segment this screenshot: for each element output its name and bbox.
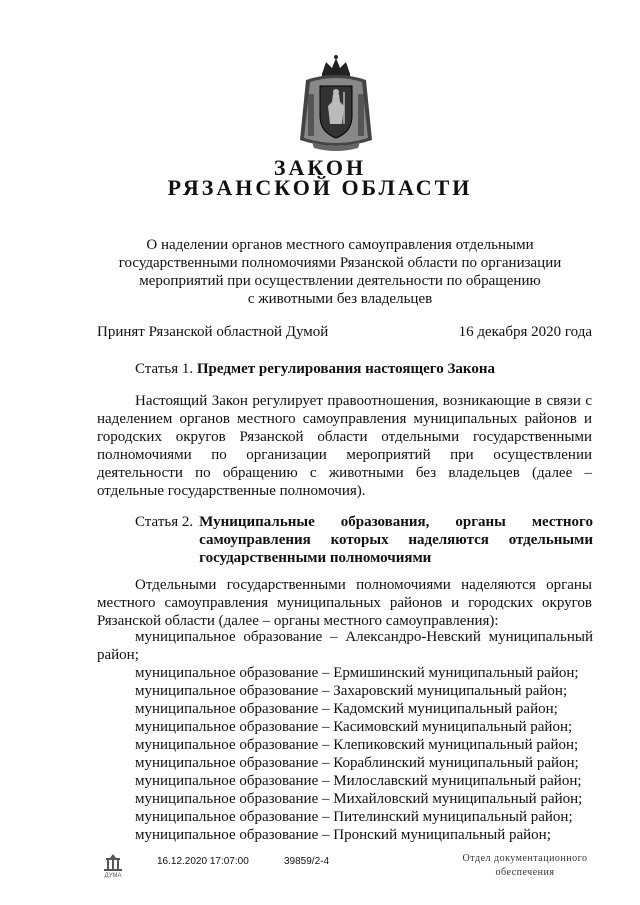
subject-line: О наделении органов местного самоуправления отдельными (146, 237, 534, 253)
list-item: муниципальное образование – Александро-Невский муниципальный (135, 629, 593, 645)
article2-number: Статья 2. (135, 514, 194, 530)
subject-line: мероприятий при осуществлении деятельности по обращению (139, 273, 541, 289)
list-item: муниципальное образование – Пронский муниципальный район; (135, 827, 551, 843)
list-item: муниципальное образование – Ермишинский муниципальный район; (135, 665, 579, 681)
article1-text: Настоящий Закон регулирует правоотношения, возникающие в связи с наделением органов местного самоуправления муниципальных районов и городских округов Рязанской области отдельными государственными полномочиями по организации мероприятий при осуществлении деятельности по обращению с животными без владельцев (далее – отдельные государственные полномочия). (97, 393, 592, 499)
law-title-line1: ЗАКОН (273, 155, 367, 180)
list-item: муниципальное образование – Кораблинский муниципальный район; (135, 755, 579, 771)
list-item: муниципальное образование – Кадомский муниципальный район; (135, 701, 558, 717)
subject-line: с животными без владельцев (247, 291, 433, 307)
article2-text: Отдельными государственными полномочиями наделяются органы местного самоуправления муниципальных районов и городских округов Рязанской области (далее – органы местного самоуправления): (97, 577, 592, 629)
list-item-continuation: район; (97, 647, 139, 663)
list-item: муниципальное образование – Милославский муниципальный район; (135, 773, 582, 789)
list-item: муниципальное образование – Михайловский муниципальный район; (135, 791, 583, 807)
article2-title: Муниципальные образования, органы местного самоуправления которых наделяются отдельными государственными полномочиями (199, 514, 593, 566)
subject-line: государственными полномочиями Рязанской области по организации (118, 255, 562, 271)
law-title-line2: РЯЗАНСКОЙ ОБЛАСТИ (167, 175, 473, 200)
article1-heading (135, 360, 495, 378)
footer-doc-code: 39859/2-4 (284, 856, 330, 867)
list-item: муниципальное образование – Клепиковский муниципальный район; (135, 737, 579, 753)
adoption-line (97, 323, 592, 341)
list-item: муниципальное образование – Захаровский муниципальный район; (135, 683, 568, 699)
law-subject (100, 236, 580, 308)
adoption-date: 16 декабря 2020 года (458, 324, 592, 340)
adopting-body: Принят Рязанской областной Думой (97, 324, 329, 340)
footer-timestamp: 16.12.2020 17:07:00 (157, 856, 249, 867)
list-item: муниципальное образование – Пителинский муниципальный район; (135, 809, 573, 825)
municipality-list (97, 628, 593, 844)
list-item: муниципальное образование – Касимовский муниципальный район; (135, 719, 573, 735)
footer-department-stamp (440, 852, 610, 880)
article1-number: Статья 1. (135, 361, 194, 377)
duma-logo-icon (100, 852, 126, 878)
logo-text: ДУМА (104, 873, 122, 878)
article1-title: Предмет регулирования настоящего Закона (196, 361, 495, 377)
article2-heading (135, 513, 593, 567)
coat-of-arms-emblem (292, 54, 380, 154)
page-footer (0, 852, 640, 892)
dept-line: обеспечения (495, 867, 555, 878)
dept-line: Отдел документационного (462, 853, 588, 864)
